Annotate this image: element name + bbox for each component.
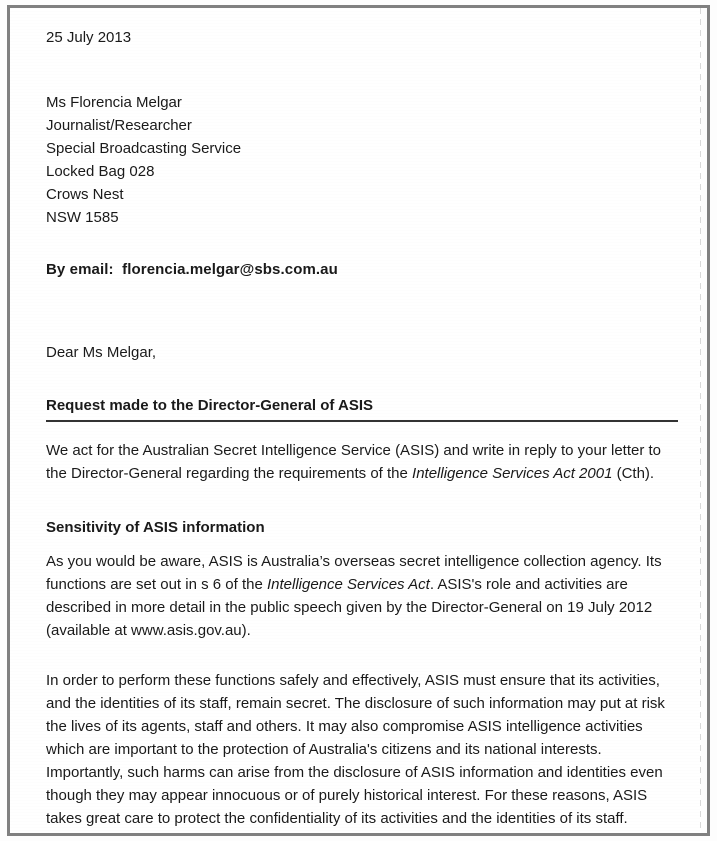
page-edge-dashed-line (700, 8, 701, 833)
paragraph-1-text-part-1: We act for the Australian Secret Intelligence Service (ASIS) and write in reply to your letter to the Director-General regarding the requirements of the (46, 442, 662, 482)
paragraph-asis-functions (46, 550, 678, 642)
address-line-po-box: Locked Bag 028 (46, 163, 155, 180)
paragraph-2-text-part-1: As you would be aware, ASIS is Australia’s overseas secret intelligence collection agency. Its functions are set out in s 6 of the (46, 553, 662, 593)
address-line-role: Journalist/Researcher (46, 117, 192, 134)
recipient-address-block (46, 91, 678, 229)
paragraph-1-italic-statute: Intelligence Services Act 2001 (412, 465, 613, 482)
letter-body (46, 26, 678, 830)
paragraph-acting-for-asis (46, 439, 678, 485)
paragraph-2-italic-statute: Intelligence Services Act (266, 576, 430, 593)
address-line-state-postcode: NSW 1585 (46, 209, 119, 226)
page-border-bottom (7, 833, 710, 836)
paragraph-secrecy-requirements: In order to perform these functions safely and effectively, ASIS must ensure that its activities, and the identities of its staff, remain secret. The disclosure of such information may put at risk the lives of its agents, staff and others. It may also compromise ASIS intelligence activities which are important to the protection of Australia's citizens and its national interests. Importantly, such harms can arise from the disclosure of ASIS information and identities even though they may appear innocuous or of purely historical interest. For these reasons, ASIS takes great care to protect the confidentiality of its activities and the identities of its staff. (46, 672, 665, 827)
paragraph-2-text-part-2: . ASIS's role and activities are described in more detail in the public speech given by the Director-General on 19 July 2012 (available at www.asis.gov.au). (46, 576, 653, 639)
salutation: Dear Ms Melgar, (46, 344, 157, 361)
section-heading-sensitivity: Sensitivity of ASIS information (46, 519, 265, 536)
email-delivery-line: By email: florencia.melgar@sbs.com.au (46, 261, 338, 278)
address-line-organisation: Special Broadcasting Service (46, 140, 242, 157)
letter-page-surface (10, 8, 700, 833)
section-heading-request: Request made to the Director-General of ASIS (46, 395, 678, 422)
address-line-name: Ms Florencia Melgar (46, 94, 182, 111)
page-border-right (707, 5, 710, 836)
letter-date: 25 July 2013 (46, 29, 132, 46)
address-line-suburb: Crows Nest (46, 186, 124, 203)
paragraph-1-text-part-2: (Cth). (612, 465, 655, 482)
